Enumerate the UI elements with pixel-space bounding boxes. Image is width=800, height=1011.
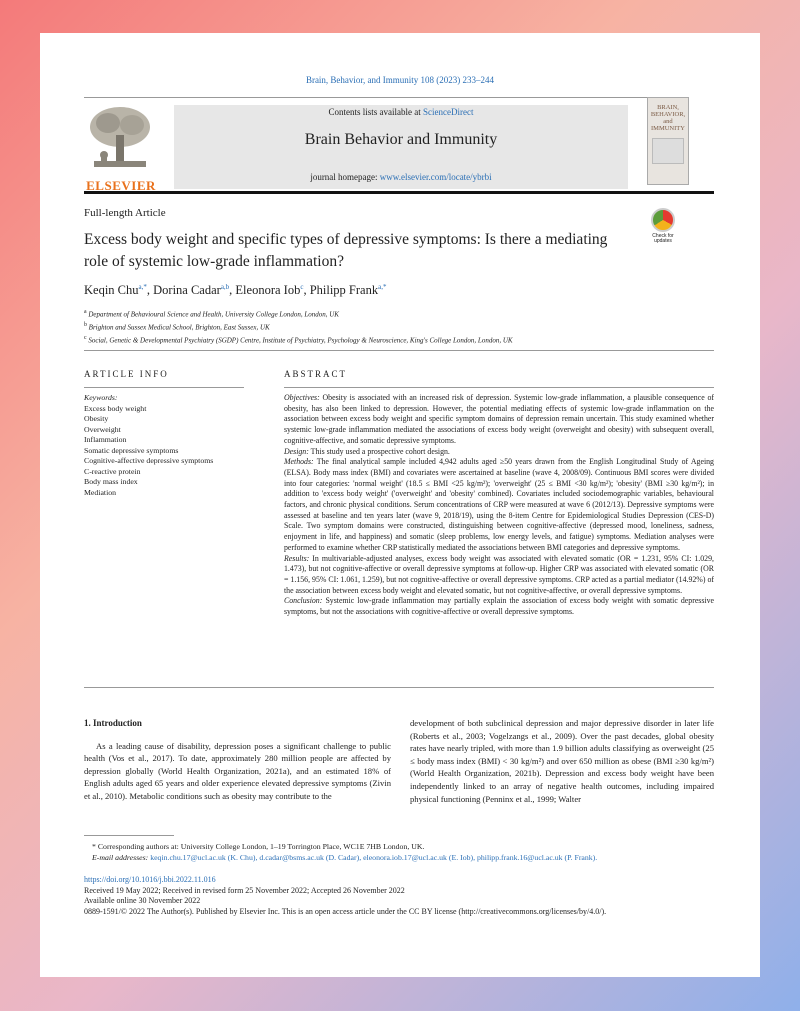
- keyword: Somatic depressive symptoms: [84, 445, 179, 455]
- article-info-heading: ARTICLE INFO: [84, 369, 169, 379]
- keyword: Mediation: [84, 487, 117, 497]
- corresponding-note: * Corresponding authors at: University College London, 1–19 Torrington Place, WC1E 7HB London, UK.: [92, 842, 425, 851]
- abstract-section: [284, 596, 714, 617]
- abstract-label: Methods:: [284, 457, 314, 467]
- article-page: [40, 33, 760, 977]
- affiliation: [84, 333, 513, 346]
- contents-line: [174, 107, 628, 117]
- author-name: Philipp Frank: [309, 283, 379, 298]
- available-online: Available online 30 November 2022: [84, 896, 201, 905]
- cover-title: BRAIN, BEHAVIOR, and IMMUNITY: [650, 104, 686, 132]
- author-affil-link[interactable]: c: [300, 283, 304, 291]
- elsevier-tree-icon: [84, 105, 156, 171]
- license-note: 0889-1591/© 2022 The Author(s). Published by Elsevier Inc. This is an open access article under the CC BY license (http://creativecommons.org/licenses/by/4.0/).: [84, 906, 607, 916]
- homepage-link[interactable]: www.elsevier.com/locate/ybrbi: [379, 172, 492, 182]
- abstract-section: [284, 554, 714, 597]
- journal-title: Brain Behavior and Immunity: [304, 131, 498, 148]
- abstract-section: [284, 447, 714, 458]
- abstract-label: Design:: [284, 446, 309, 456]
- email-note: [92, 853, 597, 864]
- journal-cover[interactable]: [647, 97, 689, 185]
- homepage-line: [174, 172, 628, 182]
- publisher-name: ELSEVIER: [86, 178, 156, 193]
- intro-paragraph: As a leading cause of disability, depression poses a significant challenge to public health (Vos et al., 2017). To date, approximately 280 million people are affected by depression globally (World Health Organization, 2021a), and an estimated 18% of English adults aged 65 years and older experience elevated depressive symptoms (Zivin et al., 2010). Metabolic conditions such as obesity may contribute to the: [84, 740, 391, 801]
- abstract-text: Systemic low-grade inflammation may partially explain the association of excess body weight with somatic depressive symptoms, but not the associations with cognitive-affective or overall depressive symptoms.: [284, 596, 714, 617]
- intro-heading: 1. Introduction: [84, 718, 142, 728]
- author-affil-link[interactable]: a,b: [220, 283, 230, 291]
- cover-image-icon: [652, 138, 684, 164]
- affil-text: Department of Behavioural Science and Health, University College London, London, UK: [88, 310, 339, 319]
- keywords-label: Keywords:: [84, 393, 118, 402]
- journal-banner: [174, 105, 628, 189]
- footnote-divider: [84, 835, 174, 836]
- abstract-bottom-divider: [84, 687, 714, 688]
- article-meta: [84, 875, 724, 917]
- keyword: Cognitive-affective depressive symptoms: [84, 456, 214, 465]
- header-divider: [84, 97, 672, 98]
- banner-divider: [84, 191, 714, 194]
- keyword: Obesity: [84, 414, 109, 423]
- email-label: E-mail addresses:: [92, 852, 149, 862]
- keywords-list: [84, 393, 213, 498]
- abstract-label: Results:: [284, 553, 310, 563]
- abstract-heading: ABSTRACT: [284, 369, 348, 379]
- check-updates-icon: [651, 208, 675, 232]
- keyword: Excess body weight: [84, 403, 147, 413]
- abstract-body: [284, 393, 714, 618]
- article-info-divider: [84, 387, 244, 388]
- check-for-updates-button[interactable]: [645, 208, 681, 244]
- doi-link[interactable]: https://doi.org/10.1016/j.bbi.2022.11.016: [84, 875, 216, 884]
- journal-citation[interactable]: Brain, Behavior, and Immunity 108 (2023) 233–244: [305, 75, 495, 85]
- author-name: Eleonora Iob: [235, 283, 301, 298]
- intro-paragraph-cont: development of both subclinical depression and major depressive disorder in later life (Roberts et al., 2003; Vogelzangs et al., 2009). Over the past decades, global obesity rates have nearly tripled, with more than 1.9 billion adults classifying as overweight (25 ≤ body mass index (BMI) < 30 kg/m²) and over 650 million as obese (BMI ≥30 kg/m²) (World Health Organization, 2021b). Depression and excess body weight have been independently linked to an array of negative health outcomes, including impaired physical functioning (Penninx et al., 1999; Walter: [410, 718, 714, 804]
- abstract-text: This study used a prospective cohort design.: [310, 446, 450, 456]
- check-updates-label: Check for updates: [652, 233, 674, 244]
- author-affil-link[interactable]: a,*: [138, 283, 147, 291]
- author-name: Keqin Chu: [84, 283, 139, 298]
- contents-prefix: Contents lists available at: [328, 107, 423, 117]
- affiliation: [84, 320, 513, 333]
- abstract-divider: [284, 387, 714, 388]
- abstract-section: [284, 393, 714, 447]
- abstract-label: Conclusion:: [284, 596, 323, 606]
- keyword: Inflammation: [84, 435, 127, 444]
- article-type: Full-length Article: [84, 207, 166, 219]
- sciencedirect-link[interactable]: ScienceDirect: [423, 107, 474, 117]
- affil-marker: b: [84, 321, 87, 328]
- keyword: Overweight: [84, 424, 121, 434]
- abstract-text: The final analytical sample included 4,942 adults aged ≥50 years drawn from the English Longitudinal Study of Ageing (ELSA). Body mass index (BMI) and covariates were ascertained at baseline (wave 4, 2008/09). Continuous BMI scores were divided into four categories: 'normal weight' (18.5 ≤ BMI <25 kg/m²); 'overweight' (25 ≤ BMI <30 kg/m²); 'obesity' (BMI ≥30 kg/m²); in addition to 'excess body weight' ('overweight' and 'obesity' combined). Covariates included sociodemographic variables, behavioural factors, and chronic physical conditions. Serum concentrations of CRP were measured at wave 6 (2012/13). Depressive symptoms were assessed at baseline and ten years later (wave 9, 2018/19), using the 8-item Centre for Epidemiological Studies Depression (CES-D) Scale. Two symptom domains were constructed, distinguishing between cognitive-affective (depressed mood, loneliness, sadness, enjoyment in life, and happiness) and somatic (sleep problems, low energy levels, and fatigue) symptoms. Mediation analyses were performed to examine whether CRP statistically mediated the associations between BMI categories and depressive symptoms.: [284, 457, 714, 552]
- elsevier-logo[interactable]: [84, 105, 158, 193]
- affil-text: Brighton and Sussex Medical School, Brighton, East Sussex, UK: [88, 323, 270, 332]
- author-name: Dorina Cadar: [153, 283, 221, 298]
- affil-marker: a: [84, 309, 87, 315]
- affiliations: [84, 307, 513, 345]
- intro-column-right: [410, 717, 714, 805]
- article-title: Excess body weight and specific types of depressive symptoms: Is there a mediating role of systemic low-grade inflammation?: [84, 231, 608, 270]
- author-affil-link[interactable]: a,*: [378, 283, 387, 291]
- keyword: C-reactive protein: [84, 466, 141, 476]
- abstract-section: [284, 457, 714, 553]
- email-links[interactable]: keqin.chu.17@ucl.ac.uk (K. Chu), d.cadar@bsms.ac.uk (D. Cadar), eleonora.iob.17@ucl.ac.uk (E. Iob), philipp.frank.16@ucl.ac.uk (P. Frank).: [150, 852, 598, 862]
- author-list: Keqin Chu$^{a,*}$, Dorina Cadar$^{a,b}$, Eleonora Iob$^c$, Philipp Frank$^{a,*}$: [84, 283, 387, 298]
- intro-column-left: [84, 717, 391, 803]
- affiliation: [84, 307, 513, 320]
- received-dates: Received 19 May 2022; Received in revised form 25 November 2022; Accepted 26 November 2022: [84, 885, 405, 895]
- footnotes: [92, 842, 597, 864]
- homepage-prefix: journal homepage:: [310, 172, 380, 182]
- abstract-text: Obesity is associated with an increased risk of depression. Systemic low-grade inflammation, a plausible consequence of obesity, has also been linked to depression. However, the potential mediating effects of systemic low-grade inflammation on the association between excess body weight and specific symptom domains of depression remain uncertain. This study examined whether systemic low-grade inflammation mediated the associations of excess body weight (overweight and obesity) with subsequent overall, cognitive-affective, and somatic depressive symptoms.: [284, 393, 714, 445]
- abstract-label: Objectives:: [284, 393, 320, 402]
- affil-text: Social, Genetic & Developmental Psychiatry (SGDP) Centre, Institute of Psychiatry, Psychology & Neuroscience, King's College London, London, UK: [88, 335, 513, 344]
- abstract-text: In multivariable-adjusted analyses, excess body weight was associated with elevated somatic (OR = 1.231, 95% CI: 1.029, 1.473), but not cognitive-affective or overall depressive symptoms at follow-up. Higher CRP was associated with elevated somatic (OR = 1.156, 95% CI: 1.061, 1.259), but not cognitive-affective or overall depressive symptoms. CRP acted as a partial mediator (14.92%) of the association between excess body weight and elevated somatic, but not cognitive-affective, or overall depressive symptoms.: [284, 553, 714, 595]
- keyword: Body mass index: [84, 477, 138, 486]
- section-divider: [84, 350, 714, 351]
- affil-marker: c: [84, 334, 87, 341]
